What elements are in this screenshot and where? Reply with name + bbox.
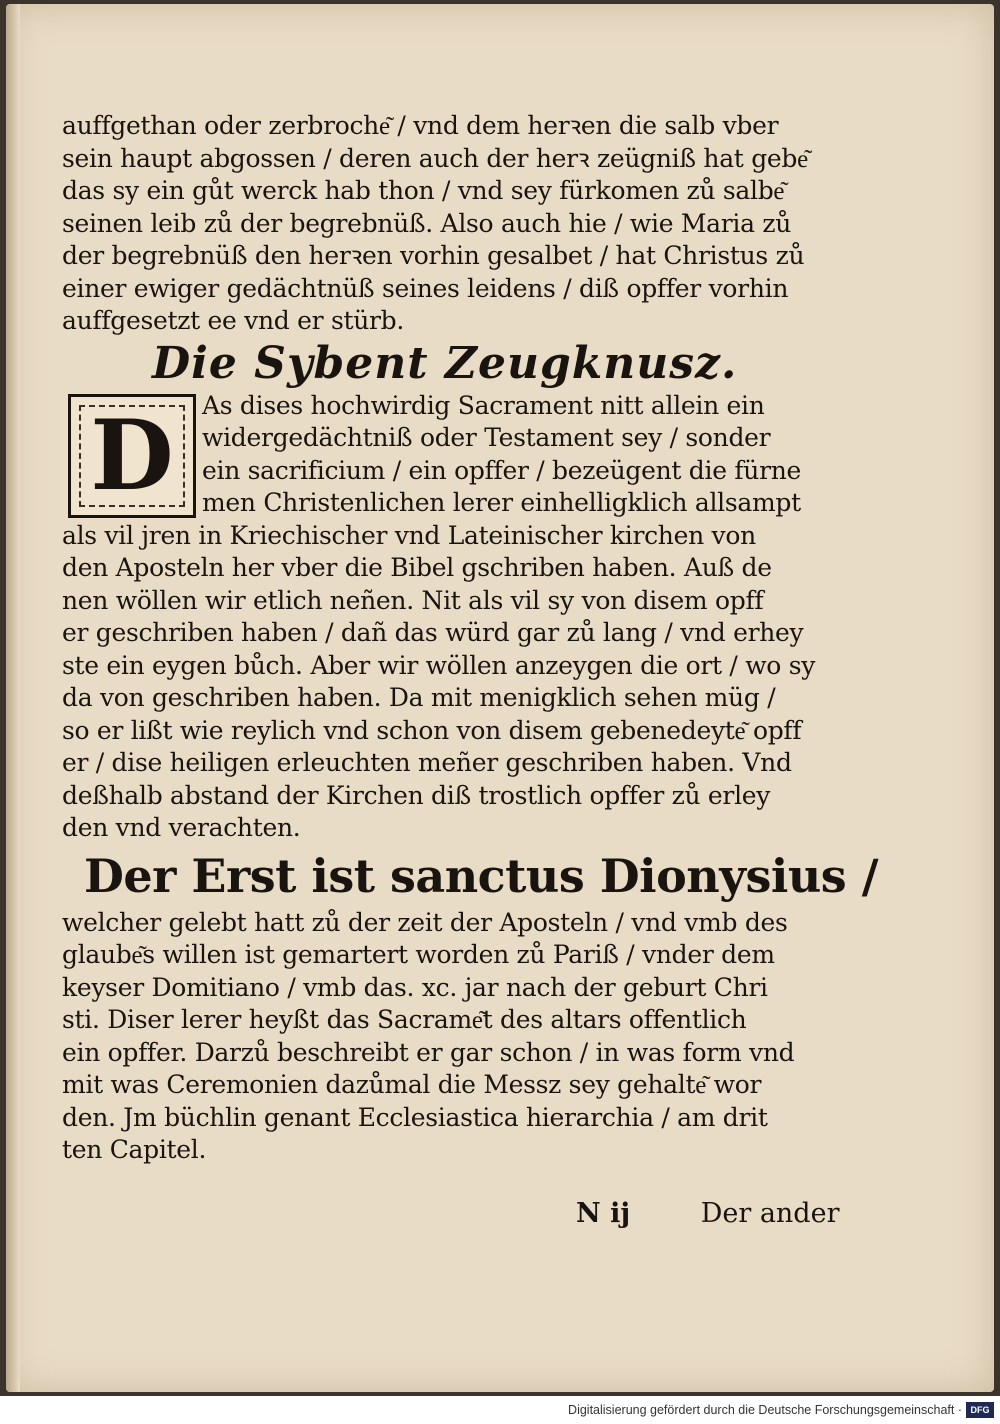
- text-line: As dises hochwirdig Sacrament nitt allein ein: [202, 390, 765, 420]
- text-line: widergedächtniß oder Testament sey / sonder: [202, 423, 771, 452]
- text-line: men Christenlichen lerer einhelligklich allsampt: [202, 488, 801, 517]
- text-line: seinen leib zů der begrebnüß. Also auch hie / wie Maria zů: [62, 208, 792, 238]
- catchword: Der ander: [700, 1198, 840, 1229]
- page-gutter-shadow: [6, 4, 20, 1392]
- digitization-footer: [0, 1396, 1000, 1424]
- decorated-initial: [68, 394, 196, 518]
- text-line: ein sacrificium / ein opffer / bezeügent die fürne: [202, 455, 802, 485]
- text-line: einer ewiger gedächtnüß seines leidens / diß opffer vorhin: [62, 273, 789, 303]
- text-line: er geschriben haben / dañ das würd gar zů lang / vnd erhey: [62, 618, 804, 647]
- text-line: mit was Ceremonien dazůmal die Messz sey gehalte͂ wor: [62, 1070, 762, 1099]
- paragraph-3: [62, 907, 832, 1167]
- text-line: nen wöllen wir etlich neñen. Nit als vil sy von disem opff: [62, 585, 764, 615]
- text-line: sein haupt abgossen / deren auch der herꝛ zeügniß hat gebe͂: [62, 143, 808, 173]
- text-line: keyser Domitiano / vmb das. xc. jar nach der geburt Chri: [62, 972, 768, 1002]
- text-line: ten Capitel.: [62, 1135, 207, 1164]
- text-line: da von geschriben haben. Da mit menigklich sehen müg /: [62, 683, 776, 712]
- section-heading-sybent: Die Sybent Zeugknusz.: [152, 337, 738, 389]
- dfg-logo-icon: DFG: [966, 1402, 994, 1418]
- text-line: der begrebnüß den herꝛen vorhin gesalbet / hat Christus zů: [62, 241, 805, 270]
- paragraph-2: [62, 390, 832, 845]
- text-line: den Aposteln her vber die Bibel gschriben haben. Auß de: [62, 553, 772, 582]
- funding-notice: Digitalisierung gefördert durch die Deutsche Forschungsgemeinschaft ·: [568, 1403, 962, 1417]
- text-line: ste ein eygen bůch. Aber wir wöllen anzeygen die ort / wo sy: [62, 650, 816, 680]
- text-line: so er lißt wie reylich vnd schon von disem gebenedeyte͂ opff: [62, 715, 802, 745]
- page-text: [62, 110, 879, 1167]
- text-line: ein opffer. Darzů beschreibt er gar schon / in was form vnd: [62, 1037, 795, 1067]
- text-line: den vnd verachten.: [62, 813, 301, 842]
- text-line: sti. Diser lerer heyßt das Sacrame͂t des altars offentlich: [62, 1005, 747, 1034]
- text-line: den. Jm büchlin genant Ecclesiastica hierarchia / am drit: [62, 1102, 768, 1132]
- text-line: auffgesetzt ee vnd er stürb.: [62, 306, 405, 335]
- initial-letter: D: [90, 398, 174, 512]
- text-line: als vil jren in Kriechischer vnd Lateinischer kirchen von: [62, 520, 756, 550]
- paragraph-1: [62, 110, 832, 338]
- text-line: auffgethan oder zerbroche͂ / vnd dem herꝛen die salb vber: [62, 111, 779, 140]
- section-heading-dionysius: Der Erst ist sanctus Dionysius /: [84, 848, 879, 903]
- text-line: deßhalb abstand der Kirchen diß trostlich opffer zů erley: [62, 780, 771, 810]
- page-footer-marks: [576, 1198, 839, 1229]
- signature-mark: N ij: [576, 1198, 631, 1229]
- text-line: glaube͂s willen ist gemartert worden zů Pariß / vnder dem: [62, 940, 775, 969]
- text-line: welcher gelebt hatt zů der zeit der Aposteln / vnd vmb des: [62, 907, 788, 937]
- text-line: er / dise heiligen erleuchten meñer geschriben haben. Vnd: [62, 748, 792, 777]
- text-line: das sy ein gůt werck hab thon / vnd sey fürkomen zů salbe͂: [62, 176, 785, 205]
